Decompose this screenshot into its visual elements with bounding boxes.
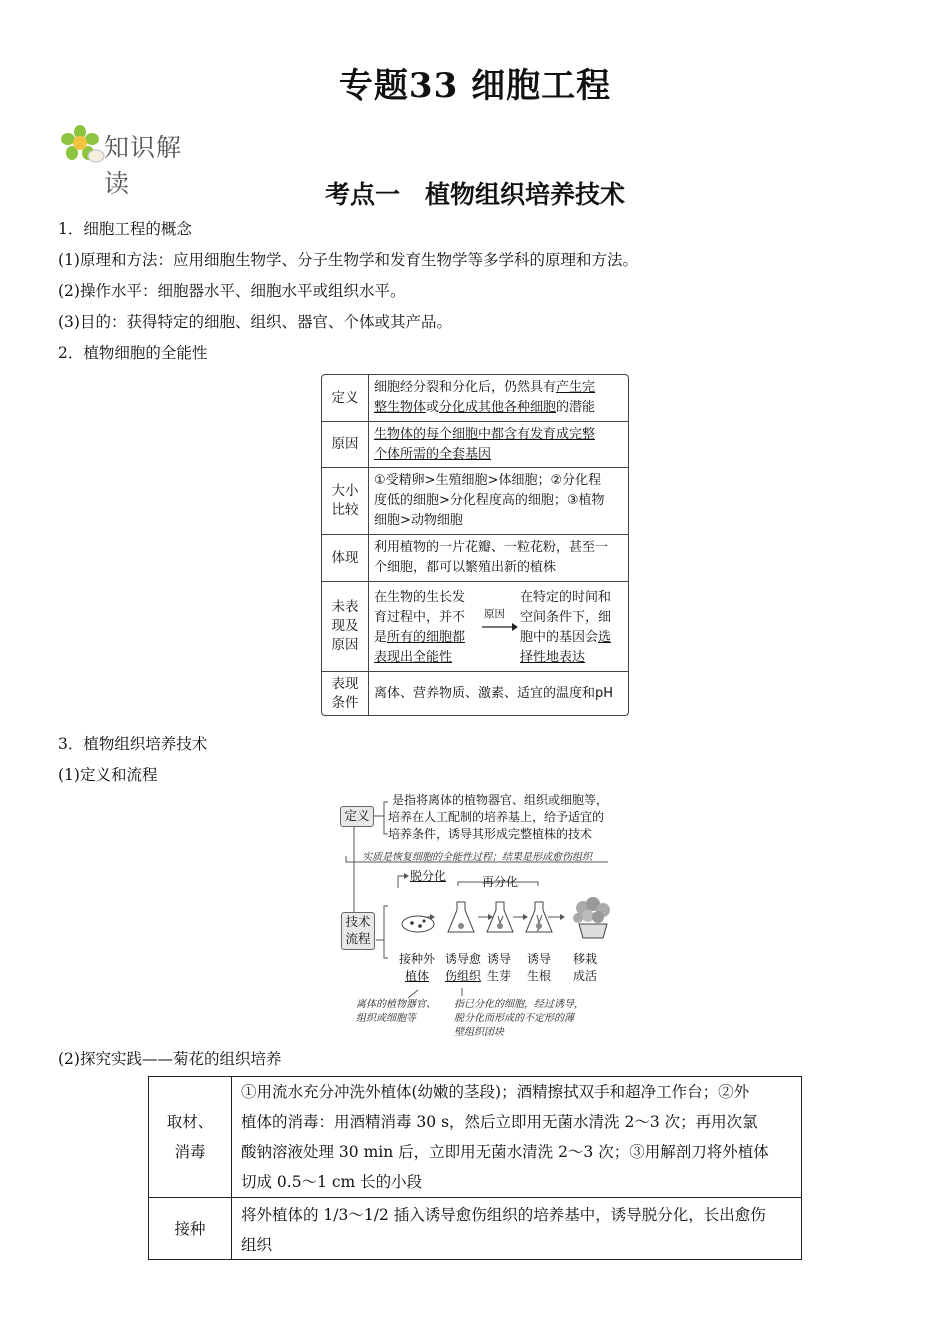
row-header: 未表 现及 原因: [322, 582, 369, 671]
totipotency-table: [321, 374, 629, 716]
step-shoot: 诱导 生芽: [486, 952, 511, 983]
table-row: [322, 467, 628, 534]
potted-plant: [573, 897, 610, 938]
definition-box: 定义: [340, 806, 374, 827]
row-content: 离体、营养物质、激素、适宜的温度和pH: [374, 686, 614, 701]
step-root: 诱导 生根: [526, 952, 551, 983]
row-content: 利用植物的一片花瓣、一粒花粉，甚至一 个细胞，都可以繁殖出新的植株: [374, 540, 609, 575]
table-row: [322, 421, 628, 467]
petri-dish: [402, 916, 434, 932]
paragraph: 1．细胞工程的概念: [58, 220, 192, 238]
tissue-culture-flow-diagram: [338, 790, 623, 1038]
table-row: [322, 375, 628, 421]
step-callus: 诱导愈 伤组织: [444, 952, 481, 983]
row-header: 大小 比较: [322, 468, 369, 534]
table-row: [322, 534, 628, 581]
row-content: ①受精卵>生殖细胞>体细胞；②分化程 度低的细胞>分化程度高的细胞；③植物 细胞>动物细胞: [374, 473, 605, 528]
arrow-label: 原因: [484, 608, 505, 620]
table-row: [149, 1198, 801, 1260]
paragraph: (2)探究实践——菊花的组织培养: [58, 1050, 282, 1068]
table-row: [149, 1077, 801, 1198]
row-content: 细胞经分裂和分化后，仍然具有产生完 整生物体或分化成其他各种细胞的潜能: [374, 380, 596, 415]
definition-line: 培养条件，诱导其形成完整植株的技术: [388, 827, 593, 841]
process-box: 技术 流程: [341, 912, 375, 950]
row-content: ①用流水充分冲洗外植体(幼嫩的茎段)；酒精擦拭双手和超净工作台；②外 植体的消毒：用酒精消毒 30 s，然后立即用无菌水清洗 2～3 次；再用次氯 酸钠溶液处理 30 min 后，立即用无菌水清洗 2～3 次；③用解剖刀将外植体 切成 0.5～1 cm 长的小段: [241, 1083, 769, 1191]
table-row: [322, 581, 628, 671]
section-title: 考点一 植物组织培养技术: [324, 180, 625, 209]
arrow-right-icon: [482, 622, 518, 632]
handwritten-note: 实质是恢复细胞的全能性过程；结果是形成愈伤组织: [362, 852, 592, 863]
dedifferentiation-label: 脱分化: [410, 869, 447, 883]
row-header: 定义: [322, 375, 369, 421]
definition-line: 是指将离体的植物器官、组织或细胞等，: [392, 793, 609, 807]
row-content-right: 在特定的时间和 空间条件下，细 胞中的基因会选 择性地表达: [520, 590, 612, 665]
knowledge-badge: [58, 124, 203, 198]
row-content: 生物体的每个细胞中都含有发育成完整 个体所需的全套基因: [374, 427, 596, 462]
paragraph: 2．植物细胞的全能性: [58, 344, 208, 362]
row-header: 取材、 消毒: [149, 1077, 232, 1197]
row-header: 表现 条件: [322, 672, 369, 716]
table-row: [322, 671, 628, 716]
flower-icon: [58, 124, 106, 164]
row-content-left: 在生物的生长发 育过程中，并不 是所有的细胞都 表现出全能性: [374, 590, 466, 665]
definition-line: 培养在人工配制的培养基上，给予适宜的: [388, 810, 605, 824]
row-content: 将外植体的 1/3～1/2 插入诱导愈伤组织的培养基中，诱导脱分化，长出愈伤 组织: [241, 1206, 766, 1254]
row-header: 原因: [322, 422, 369, 467]
paragraph: (1)原理和方法：应用细胞生物学、分子生物学和发育生物学等多学科的原理和方法。: [58, 251, 638, 269]
row-header: 体现: [322, 535, 369, 581]
step-inoculate: 接种外 植体: [398, 952, 435, 983]
handwritten-note: 离体的植物器官、 组织或细胞等: [356, 999, 436, 1024]
handwritten-note: 指已分化的细胞，经过诱导， 脱分化而形成的不定形的薄 壁组织团块: [454, 999, 584, 1038]
step-transplant: 移栽 成活: [572, 952, 597, 983]
paragraph: (1)定义和流程: [58, 766, 158, 784]
paragraph: 3．植物组织培养技术: [58, 735, 208, 753]
paragraph: (2)操作水平：细胞器水平、细胞水平或组织水平。: [58, 282, 406, 300]
badge-label: 知识解读: [104, 133, 183, 198]
row-header: 接种: [149, 1198, 232, 1260]
page-title: 专题33 细胞工程: [338, 66, 612, 106]
redifferentiation-label: 再分化: [482, 875, 519, 889]
chrysanthemum-culture-table: [148, 1076, 802, 1260]
paragraph: (3)目的：获得特定的细胞、组织、器官、个体或其产品。: [58, 313, 452, 331]
